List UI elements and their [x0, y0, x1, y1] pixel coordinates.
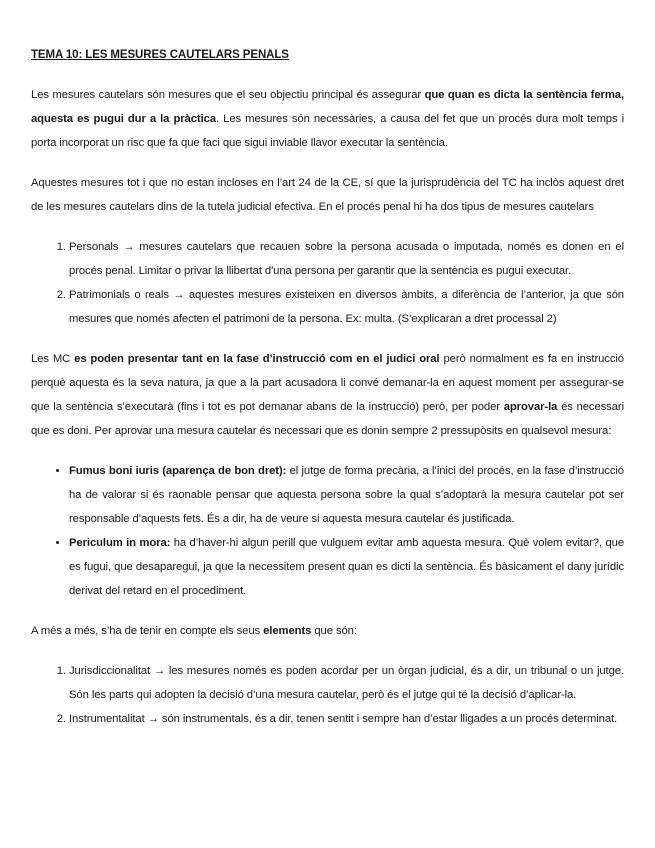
- list-item: 1. Jurisdiccionalitat → les mesures només es poden acordar per un òrgan judicial, és a dir, un tribunal o un jutge. Són les parts qui adopten la decisió d’una mesura cautelar, però és el jutge qui té la decisió d’aplicar-la.: [69, 659, 624, 707]
- phase-text-1: Les MC: [31, 353, 75, 365]
- list-item: 1. Personals → mesures cautelars que recauen sobre la persona acusada o imputada, només es donen en el procés penal. Limitar o privar la llibertat d'una persona per garantir que la sentència es pugui executar.: [69, 235, 624, 283]
- intro-paragraph: [31, 83, 624, 155]
- phase-text-3: és necessari que es doni. Per aprovar una mesura cautelar és necessari que es donin sempre 2 pressupòsits en qualsevol mesura:: [31, 401, 624, 437]
- elements-list: [31, 659, 624, 731]
- requisite-term: Periculum in mora:: [69, 537, 171, 549]
- requisite-term: Fumus boni iuris (aparença de bon dret):: [69, 465, 287, 477]
- requisite-text: el jutge de forma precària, a l’inici del procés, en la fase d’instrucció ha de valorar si és raonable pensar que aquesta persona sobre la qual s’adoptarà la mesura cautelar pot ser responsable d’aquests fets. És a dir, ha de veure si aquesta mesura cautelar és justificada.: [69, 465, 624, 525]
- types-list: [31, 235, 624, 331]
- phase-bold-1: es poden presentar tant en la fase d’instrucció com en el judici oral: [74, 353, 440, 365]
- phase-bold-2: aprovar-la: [503, 401, 558, 413]
- document-title: TEMA 10: LES MESURES CAUTELARS PENALS: [31, 49, 289, 61]
- requisite-text: ha d’haver-hi algun perill que vulguem evitar amb aquesta mesura. Què volem evitar?, que es fugui, que desaparegui, ja que la necessitem present quan es dicti la sentència. És bàsicament el dany jurídic derivat del retard en el procediment.: [69, 537, 625, 597]
- elements-paragraph: [31, 619, 624, 643]
- list-item: [69, 459, 624, 531]
- jurisprudence-paragraph: Aquestes mesures tot i que no estan incloses en l’art 24 de la CE, sí que la jurisprudència del TC ha inclòs aquest dret de les mesures cautelars dins de la tutela judicial efectiva. En el procés penal hi ha dos tipus de mesures cautelars: [31, 177, 624, 213]
- elements-text-1: A més a més, s’ha de tenir en compte els seus: [31, 625, 264, 637]
- phase-text-2: però normalment es fa en instrucció perquè aquesta és la seva natura, ja que a la part acusadora li convé demanar-la en aquest moment per assegurar-se que la sentència s’executarà (fins i tot es pot demanar abans de la instrucció) però, per poder: [31, 353, 624, 413]
- intro-text-2: . Les mesures són necessàries, a causa del fet que un procés dura molt temps i porta incorporat un risc que fa que faci que sigui inviable llavor executar la sentència.: [31, 113, 624, 149]
- list-item: 2. Patrimonials o reals → aquestes mesures existeixen en diversos àmbits, a diferència de l’anterior, ja que són mesures que només afecten el patrimoni de la persona. Ex: multa. (S’explicaran a dret processal 2): [69, 283, 624, 331]
- intro-bold: que quan es dicta la sentència ferma, aquesta es pugui dur a la pràctica: [31, 89, 624, 125]
- phase-paragraph: [31, 347, 624, 443]
- list-item: 2. Instrumentalitat → són instrumentals, és a dir, tenen sentit i sempre han d’estar lligades a un procés determinat.: [69, 707, 624, 731]
- requisites-list: [31, 459, 624, 603]
- elements-bold: elements: [263, 625, 312, 637]
- elements-text-2: que són:: [311, 625, 357, 637]
- list-item: [69, 531, 624, 603]
- intro-text-1: Les mesures cautelars són mesures que el seu objectiu principal és assegurar: [31, 89, 425, 101]
